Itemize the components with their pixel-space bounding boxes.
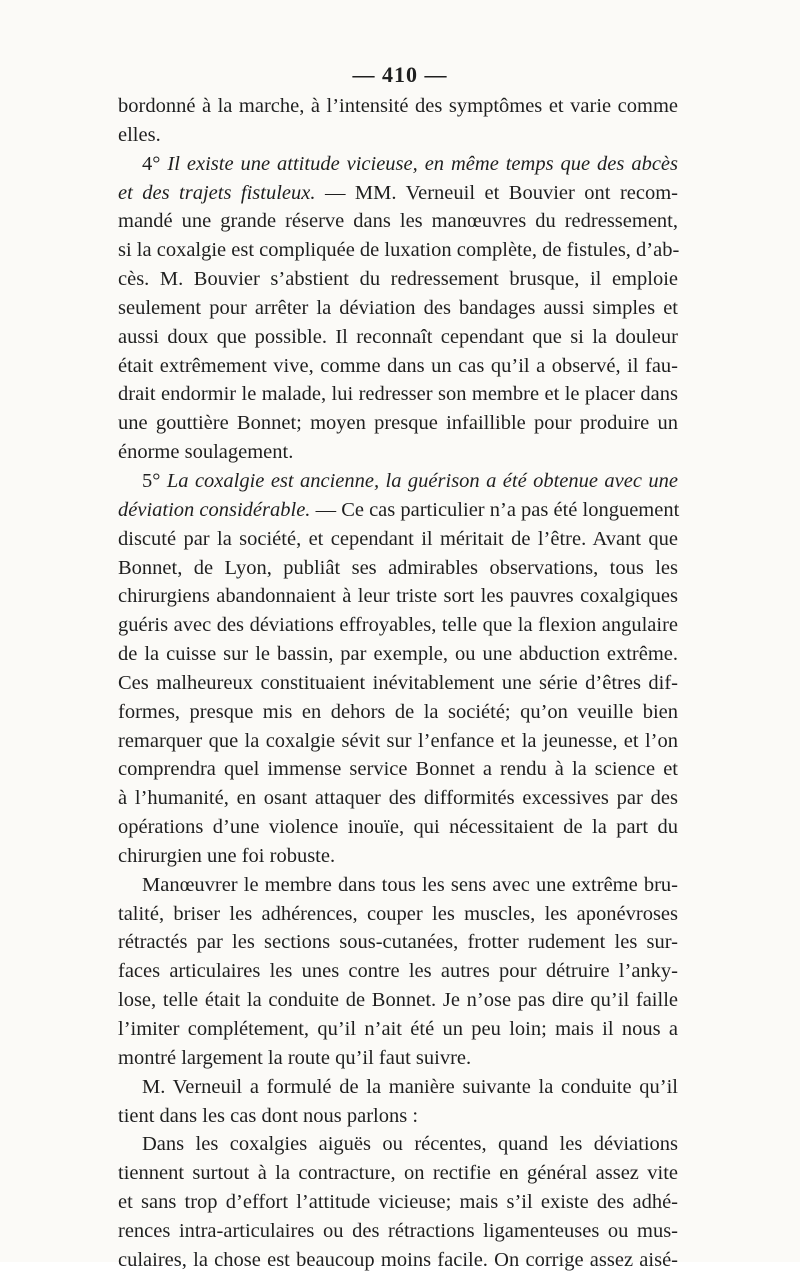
text-segment: énorme soulagement. (118, 441, 294, 464)
italic-text-segment: Il existe une attitude vicieuse, en même temps que des abcès (167, 152, 679, 175)
text-segment: — Ce cas particulier n’a pas été longuement (310, 498, 680, 521)
text-segment: une gouttière Bonnet; moyen presque infaillible pour produire un (118, 412, 678, 435)
text-line (118, 986, 678, 1015)
text-segment: rences intra-articulaires ou des rétractions ligamenteuses ou mus- (118, 1219, 678, 1242)
text-line (118, 871, 678, 900)
text-segment: montré largement la route qu’il faut suivre. (118, 1046, 472, 1069)
text-segment: et sans trop d’effort l’attitude vicieuse; mais s’il existe des adhé- (118, 1191, 678, 1214)
text-segment: elles. (118, 123, 161, 146)
text-line (118, 525, 678, 554)
text-segment: tiennent surtout à la contracture, on rectifie en général assez vite (118, 1162, 678, 1185)
text-line (118, 957, 678, 986)
text-line (118, 1015, 678, 1044)
text-line (118, 842, 678, 871)
text-segment: Manœuvrer le membre dans tous les sens avec une extrême bru- (142, 873, 678, 896)
text-segment: drait endormir le malade, lui redresser son membre et le placer dans (118, 383, 678, 406)
text-line (118, 265, 678, 294)
text-segment: culaires, la chose est beaucoup moins facile. On corrige assez aisé- (118, 1248, 678, 1271)
text-segment: Ces malheureux constituaient inévitablement une série d’êtres dif- (118, 671, 678, 694)
text-line (118, 179, 678, 208)
text-segment: lose, telle était la conduite de Bonnet. Je n’ose pas dire qu’il faille (118, 989, 678, 1012)
page-number: — 410 — (352, 62, 448, 87)
text-segment: guéris avec des déviations effroyables, telle que la flexion angulaire (118, 614, 678, 637)
text-segment: chirurgien une foi robuste. (118, 844, 336, 867)
text-segment: Dans les coxalgies aiguës ou récentes, quand les déviations (142, 1133, 678, 1156)
text-segment: si la coxalgie est compliquée de luxation complète, de fistules, d’ab- (118, 239, 680, 262)
text-segment: 4° (142, 152, 168, 175)
text-segment: formes, presque mis en dehors de la société; qu’on veuille bien (118, 700, 678, 723)
italic-text-segment: La coxalgie est ancienne, la guérison a été obtenue avec une (166, 469, 678, 492)
text-line (118, 323, 678, 352)
text-line (118, 1130, 678, 1159)
italic-text-segment: et des trajets fistuleux. (118, 181, 316, 204)
text-line (118, 294, 678, 323)
text-segment: opérations d’une violence inouïe, qui nécessitaient de la part du (118, 816, 678, 839)
text-segment: tient dans les cas dont nous parlons : (118, 1104, 419, 1127)
text-line (118, 92, 678, 121)
text-segment: seulement pour arrêter la déviation des bandages aussi simples et (118, 296, 678, 319)
text-line (118, 1073, 678, 1102)
text-line (118, 928, 678, 957)
text-line (118, 1102, 678, 1131)
text-line (118, 1188, 678, 1217)
text-line (118, 784, 678, 813)
text-line (118, 1159, 678, 1188)
text-segment: cès. M. Bouvier s’abstient du redressement brusque, il emploie (118, 268, 678, 291)
body-text (118, 92, 678, 1275)
text-line (118, 207, 678, 236)
text-segment: rétractés par les sections sous-cutanées, frotter rudement les sur- (118, 931, 678, 954)
text-line (118, 640, 678, 669)
italic-text-segment: déviation considérable. (118, 498, 311, 521)
text-segment: discuté par la société, et cependant il méritait de l’être. Avant que (118, 527, 678, 550)
text-line (118, 409, 678, 438)
text-line (118, 755, 678, 784)
text-segment: Bonnet, de Lyon, publiât ses admirables observations, tous les (118, 556, 678, 579)
text-segment: chirurgiens abandonnaient à leur triste sort les pauvres coxalgiques (118, 585, 678, 608)
text-segment: mandé une grande réserve dans les manœuvres du redressement, (118, 210, 678, 233)
text-line (118, 380, 678, 409)
text-line (118, 582, 678, 611)
text-line (118, 611, 678, 640)
text-line (118, 900, 678, 929)
text-segment: de la cuisse sur le bassin, par exemple, ou une abduction extrême. (118, 643, 678, 666)
text-line (118, 1246, 678, 1275)
text-line (118, 150, 678, 179)
text-line (118, 496, 678, 525)
text-line (118, 236, 678, 265)
text-segment: talité, briser les adhérences, couper les muscles, les aponévroses (118, 902, 678, 925)
text-line (118, 669, 678, 698)
text-line (118, 438, 678, 467)
text-segment: faces articulaires les unes contre les autres pour détruire l’anky- (118, 960, 678, 983)
text-line (118, 554, 678, 583)
text-segment: à l’humanité, en osant attaquer des difformités excessives par des (118, 787, 678, 810)
text-line (118, 813, 678, 842)
text-segment: l’imiter complétement, qu’il n’ait été un peu loin; mais il nous a (118, 1018, 678, 1040)
text-line (118, 698, 678, 727)
text-segment: était extrêmement vive, comme dans un cas qu’il a observé, il fau- (118, 354, 678, 377)
text-line (118, 727, 678, 756)
text-segment: 5° (142, 469, 167, 492)
text-line (118, 352, 678, 381)
text-line (118, 1217, 678, 1246)
text-segment: comprendra quel immense service Bonnet a rendu à la science et (118, 758, 678, 781)
text-segment: remarquer que la coxalgie sévit sur l’enfance et la jeunesse, et l’on (118, 729, 678, 752)
text-line (118, 121, 678, 150)
text-segment: — MM. Verneuil et Bouvier ont recom- (315, 181, 678, 204)
text-line (118, 467, 678, 496)
text-line (118, 1044, 678, 1073)
text-segment: M. Verneuil a formulé de la manière suivante la conduite qu’il (142, 1075, 678, 1098)
text-segment: aussi doux que possible. Il reconnaît cependant que si la douleur (118, 325, 678, 348)
text-segment: bordonné à la marche, à l’intensité des symptômes et varie comme (118, 95, 678, 117)
